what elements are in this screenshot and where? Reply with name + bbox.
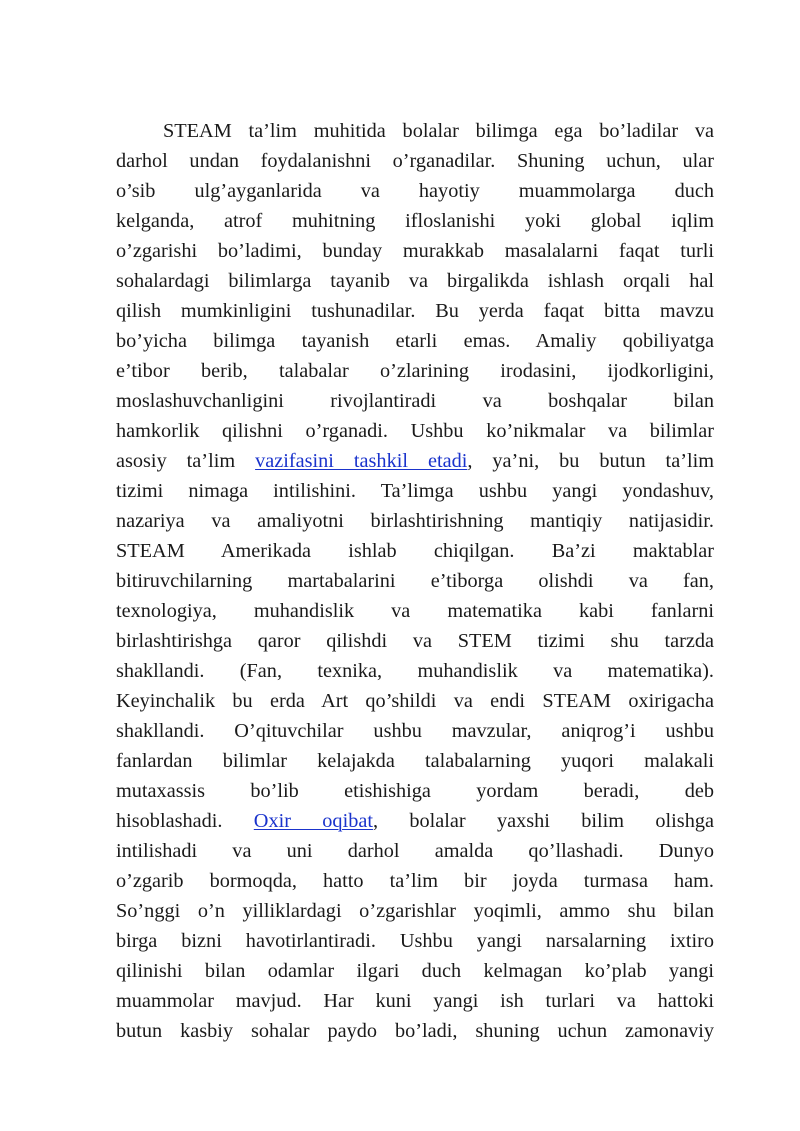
text-line: intilishadi va uni darhol amalda qo’llashadi. Dunyo — [116, 840, 714, 862]
text-line: qilish mumkinligini tushunadilar. Bu yerda faqat bitta mavzu — [116, 300, 714, 322]
text-line: mutaxassis bo’lib etishishiga yordam beradi, deb — [116, 780, 714, 802]
text-line: bo’yicha bilimga tayanish etarli emas. Amaliy qobiliyatga — [116, 330, 714, 352]
paragraph — [116, 116, 714, 1046]
text-line: STEAM ta’lim muhitida bolalar bilimga ega bo’ladilar va — [163, 120, 714, 142]
text-line: sohalardagi bilimlarga tayanib va birgalikda ishlash orqali hal — [116, 270, 714, 292]
oxir-oqibat-link[interactable]: Oxir oqibat — [253, 810, 373, 832]
text-line: qilinishi bilan odamlar ilgari duch kelmagan ko’plab yangi — [116, 960, 714, 982]
text-line: shakllandi. (Fan, texnika, muhandislik va matematika). — [116, 660, 714, 682]
text-segment: asosiy ta’lim — [116, 450, 256, 472]
text-line: shakllandi. O’qituvchilar ushbu mavzular, aniqrog’i ushbu — [116, 720, 714, 742]
text-line-with-link — [116, 806, 714, 836]
text-line: o’zgarib bormoqda, hatto ta’lim bir joyda turmasa ham. — [116, 870, 714, 892]
text-line: kelganda, atrof muhitning ifloslanishi yoki global iqlim — [116, 210, 714, 232]
document-page — [116, 116, 714, 1046]
text-line: darhol undan foydalanishni o’rganadilar. Shuning uchun, ular — [116, 150, 714, 172]
text-line: muammolar mavjud. Har kuni yangi ish turlari va hattoki — [116, 990, 714, 1012]
text-line: moslashuvchanligini rivojlantiradi va boshqalar bilan — [116, 390, 714, 412]
text-line: o’sib ulg’ayganlarida va hayotiy muammolarga duch — [116, 180, 714, 202]
text-line: So’nggi o’n yilliklardagi o’zgarishlar yoqimli, ammo shu bilan — [116, 900, 714, 922]
text-line: birlashtirishga qaror qilishdi va STEM tizimi shu tarzda — [116, 630, 714, 652]
text-line: Keyinchalik bu erda Art qo’shildi va endi STEAM oxirigacha — [116, 690, 714, 712]
text-segment: hisoblashadi. — [116, 810, 254, 832]
text-line: texnologiya, muhandislik va matematika kabi fanlarni — [116, 600, 714, 622]
vazifasini-tashkil-etadi-link[interactable]: vazifasini tashkil etadi — [255, 450, 468, 472]
text-line: butun kasbiy sohalar paydo bo’ladi, shuning uchun zamonaviy — [116, 1020, 714, 1042]
text-line: nazariya va amaliyotni birlashtirishning mantiqiy natijasidir. — [116, 510, 714, 532]
text-line: bitiruvchilarning martabalarini e’tiborga olishdi va fan, — [116, 570, 714, 592]
text-line: o’zgarishi bo’ladimi, bunday murakkab masalalarni faqat turli — [116, 240, 714, 262]
text-line: hamkorlik qilishni o’rganadi. Ushbu ko’nikmalar va bilimlar — [116, 420, 714, 442]
text-line: e’tibor berib, talabalar o’zlarining irodasini, ijodkorligini, — [116, 360, 714, 382]
text-line: tizimi nimaga intilishini. Ta’limga ushbu yangi yondashuv, — [116, 480, 714, 502]
text-line: birga bizni havotirlantiradi. Ushbu yangi narsalarning ixtiro — [116, 930, 714, 952]
text-line: STEAM Amerikada ishlab chiqilgan. Ba’zi maktablar — [116, 540, 714, 562]
text-line: fanlardan bilimlar kelajakda talabalarning yuqori malakali — [116, 750, 714, 772]
text-line-with-link — [116, 446, 714, 476]
text-segment: , ya’ni, bu butun ta’lim — [467, 450, 714, 472]
text-segment: , bolalar yaxshi bilim olishga — [372, 810, 714, 832]
